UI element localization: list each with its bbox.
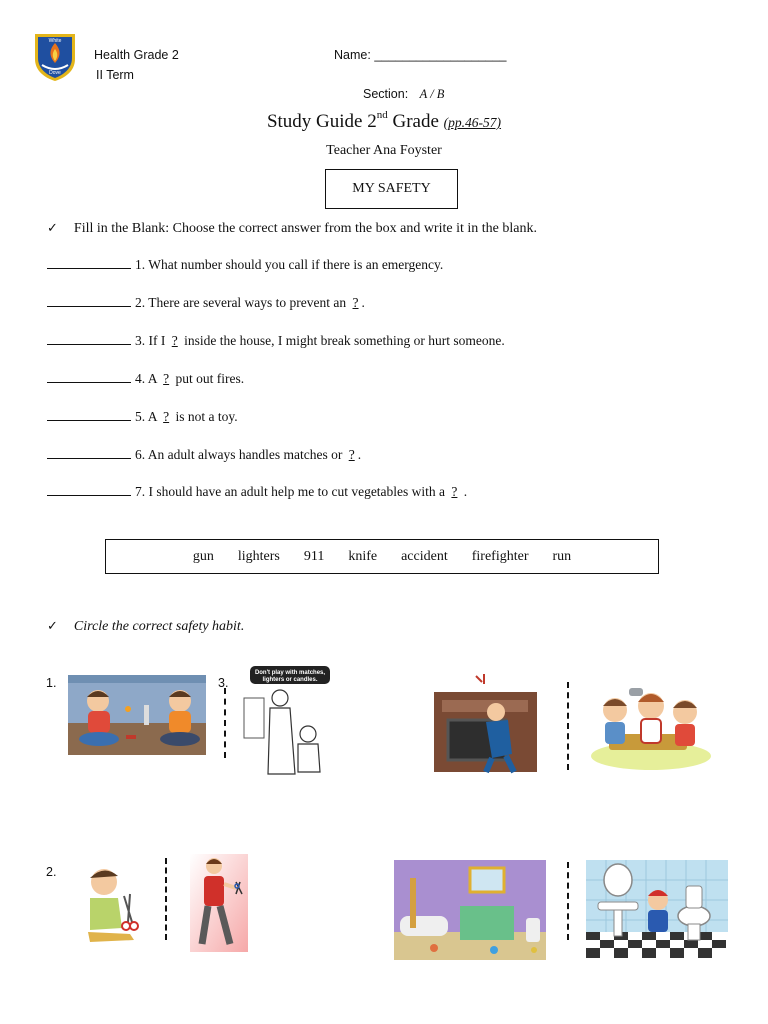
question-1: 1. What number should you call if there is an emergency. xyxy=(47,257,443,273)
term-label: II Term xyxy=(96,68,134,82)
question-3: 3. If I ? inside the house, I might break something or hurt someone. xyxy=(47,333,505,349)
school-crest-logo xyxy=(32,31,78,83)
question-4: 4. A ? put out fires. xyxy=(47,371,244,387)
answer-blank[interactable] xyxy=(47,485,131,496)
poster-caption: Don't play with matches, xyxy=(254,670,326,676)
name-blank: ___________________ xyxy=(374,48,507,62)
section-value: A / B xyxy=(419,87,445,101)
safety-poster-image[interactable] xyxy=(240,664,332,779)
svg-text:White: White xyxy=(48,38,62,44)
word-bank-item: firefighter xyxy=(471,548,529,564)
question-7: 7. I should have an adult help me to cut vegetables with a ? . xyxy=(47,484,467,500)
kids-cooking-image[interactable] xyxy=(587,664,714,772)
tidy-bathroom-image[interactable] xyxy=(586,860,728,958)
section-field xyxy=(363,87,444,102)
answer-blank[interactable] xyxy=(47,410,131,421)
child-walking-scissors-image[interactable] xyxy=(190,854,248,952)
page-range: (pp.46-57) xyxy=(443,115,502,130)
word-bank-item: knife xyxy=(348,548,378,564)
answer-blank[interactable] xyxy=(47,448,131,459)
name-label: Name: xyxy=(334,48,371,62)
messy-bathroom-image[interactable] xyxy=(394,860,546,960)
checkmark-icon: ✓ xyxy=(47,618,58,633)
word-bank xyxy=(105,539,659,574)
word-bank-item: 911 xyxy=(303,548,325,564)
word-bank-item: run xyxy=(552,548,572,564)
section-label: Section: xyxy=(363,87,409,101)
page-title: Study Guide 2nd Grade (pp.46-57) xyxy=(266,109,502,132)
answer-blank[interactable] xyxy=(47,258,131,269)
checkmark-icon: ✓ xyxy=(47,220,58,235)
question-6: 6. An adult always handles matches or ? . xyxy=(47,447,361,463)
dashed-separator xyxy=(224,688,226,758)
title-superscript: nd xyxy=(376,109,388,121)
question-5: 5. A ? is not a toy. xyxy=(47,409,238,425)
item-number-2: 2. xyxy=(46,865,57,879)
name-field xyxy=(334,48,506,62)
word-bank-item: lighters xyxy=(237,548,280,564)
kids-playing-matches-image[interactable] xyxy=(68,675,206,755)
child-with-scissors-image[interactable] xyxy=(80,862,148,946)
word-bank-item: accident xyxy=(401,548,448,564)
answer-blank[interactable] xyxy=(47,372,131,383)
answer-blank[interactable] xyxy=(47,296,131,307)
svg-text:Dove: Dove xyxy=(49,70,61,76)
svg-text:lighters or candles.: lighters or candles. xyxy=(262,677,318,683)
answer-blank[interactable] xyxy=(47,334,131,345)
subject-label: Health Grade 2 xyxy=(94,48,179,62)
topic-box: MY SAFETY xyxy=(325,169,458,209)
item-number-3: 3. xyxy=(218,676,229,690)
child-stove-image[interactable] xyxy=(434,672,537,775)
dashed-separator xyxy=(165,858,167,940)
dashed-separator xyxy=(567,682,569,770)
circle-instruction: ✓ Circle the correct safety habit. xyxy=(47,618,245,634)
dashed-separator xyxy=(567,862,569,940)
fill-blank-instruction: ✓ Fill in the Blank: Choose the correct answer from the box and write it in the blank. xyxy=(47,220,537,236)
teacher-name: Teacher Ana Foyster xyxy=(326,143,442,158)
question-2: 2. There are several ways to prevent an ? . xyxy=(47,295,365,311)
word-bank-item: gun xyxy=(192,548,214,564)
item-number-1: 1. xyxy=(46,676,57,690)
